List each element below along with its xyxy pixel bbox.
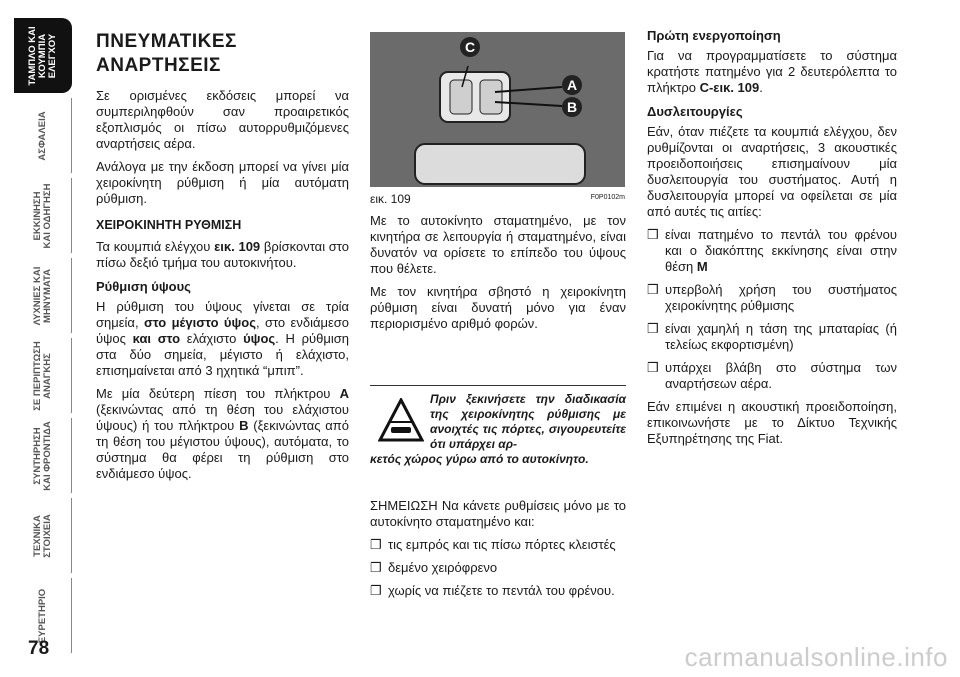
bullet-icon: ❒: [370, 537, 382, 552]
tab-label: ΑΣΦΑΛΕΙΑ: [36, 110, 48, 161]
control-panel-illustration: [370, 32, 625, 187]
button-ab-icon: [480, 80, 502, 114]
text: βρίσκονται στο πίσω δεξιό τμήμα του αυτοκινήτου.: [96, 239, 349, 270]
text: Για να προγραμματίσετε το σύστημα κρατήστε πατημένο για 2 δευτερόλεπτα το πλήκτρο: [647, 48, 897, 95]
intro-paragraph: Σε ορισμένες εκδόσεις μπορεί να συμπεριληφθούν σαν προαιρετικός εξοπλισμός οι πίσω αυτορρυθμιζόμενες αναρτήσεις αέρα.: [96, 88, 349, 151]
list-item: [647, 321, 897, 353]
text: .: [759, 80, 763, 95]
bullet-text: υπάρχει βλάβη στο σύστημα των αναρτήσεων αέρα.: [665, 360, 897, 391]
list-item: [370, 560, 626, 576]
figure-109: [370, 32, 625, 187]
bullet-text: είναι χαμηλή η τάση της μπαταρίας (ή τελείως εκφορτισμένη): [665, 321, 897, 352]
bullet-icon: ❒: [647, 282, 659, 297]
tab-label: ΣΕ ΠΕΡΙΠΤΩΣΗ ΑΝΑΓΚΗΣ: [31, 340, 53, 411]
title-line-2: ΑΝΑΡΤΗΣΕΙΣ: [96, 55, 221, 76]
version-paragraph: Ανάλογα με την έκδοση μπορεί να γίνει μία χειροκίνητη ρύθμιση ή μία αυτόματη ρύθμιση.: [96, 159, 349, 206]
key-b: B: [239, 418, 249, 433]
fig-ref: εικ. 109: [214, 239, 261, 254]
fig-ref: C-εικ. 109: [699, 80, 760, 95]
text: ελάχιστο: [180, 331, 244, 346]
button-c-icon: [450, 80, 472, 114]
key-position: M: [696, 259, 708, 274]
bullet-text: χωρίς να πιέζετε το πεντάλ του φρένου.: [388, 583, 615, 598]
bullet-icon: ❒: [647, 321, 659, 336]
tab-label: ΕΥΡΕΤΗΡΙΟ: [36, 588, 48, 643]
location-paragraph: [96, 239, 349, 271]
height-paragraph: [96, 299, 349, 379]
first-activation-paragraph: [647, 48, 897, 96]
page-title: [96, 30, 349, 78]
list-item: [647, 282, 897, 314]
figure-code: F0P0102m: [590, 194, 625, 201]
engine-off-paragraph: Με τον κινητήρα σβηστό η χειροκίνητη ρύθμιση είναι δυνατή μόνο για έναν περιορισμένο αριθμό φορών.: [370, 284, 626, 331]
warning-triangle-icon: [378, 398, 424, 444]
callout-c-label: C: [464, 39, 476, 55]
triangle-shape: [380, 400, 422, 440]
emph: στο μέγιστο ύψος: [143, 315, 256, 330]
column-2: [370, 213, 626, 339]
bullet-text: είναι πατημένο το πεντάλ του φρένου και ο διακόπτης εκκίνησης είναι στην θέση: [665, 227, 897, 274]
list-item: [647, 360, 897, 392]
text: Τα κουμπιά ελέγχου: [96, 239, 215, 254]
tab-warning-lights[interactable]: [14, 258, 72, 333]
tab-label: ΣΥΝΤΗΡΗΣΗ ΚΑΙ ΦΡΟΝΤΙΔΑ: [31, 420, 53, 491]
tab-dashboard-controls[interactable]: [14, 18, 72, 93]
text: Η ρύθμιση του ύψους γίνεται σε τρία σημεία,: [96, 299, 349, 330]
malfunction-paragraph: Εάν, όταν πιέζετε τα κουμπιά ελέγχου, δεν ρυθμίζονται οι αναρτήσεις, 3 ακουστικές προειδοποιήσεις επισημαίνουν μία δυσλειτουργία του συστήματος. Αυτή η δυσλειτουργία μπορεί να οφείλεται σε μία από αυτές τις αιτίες:: [647, 124, 897, 219]
emph: ύψος: [243, 331, 276, 346]
callout-b-label: B: [566, 99, 578, 115]
text: (ξεκινώντας από τη θέση του ελάχιστου ύψους) ή του πλήκτρου: [96, 402, 349, 433]
contact-paragraph: Εάν επιμένει η ακουστική προειδοποίηση, επικοινωνήστε με το Δίκτυο Τεχνικής Εξυπηρέτησης της Fiat.: [647, 399, 897, 446]
first-activation-heading: Πρώτη ενεργοποίηση: [647, 28, 781, 43]
note-paragraph: ΣΗΜΕΙΩΣΗ Να κάνετε ρυθμίσεις μόνο με το αυτοκίνητο σταματημένο και:: [370, 498, 626, 529]
bullet-icon: ❒: [370, 583, 382, 598]
title-line-1: ΠΝΕΥΜΑΤΙΚΕΣ: [96, 31, 237, 52]
car-shape: [391, 427, 411, 433]
text: . Η ρύθμιση στα δύο σημεία, μέγιστο ή ελάχιστο, επισημαίνεται από 3 ηχητικά “μπιπ”.: [96, 331, 349, 378]
key-a: A: [339, 386, 349, 401]
bullet-icon: ❒: [370, 560, 382, 575]
warning-box: [370, 385, 626, 467]
caption-text: εικ. 109: [370, 192, 411, 206]
column-3: [647, 28, 897, 454]
lower-panel: [415, 144, 585, 184]
malfunctions-heading: Δυσλειτουργίες: [647, 104, 743, 119]
bullet-text: τις εμπρός και τις πίσω πόρτες κλειστές: [388, 537, 616, 552]
tab-emergency[interactable]: [14, 338, 72, 413]
text: Με μία δεύτερη πίεση του πλήκτρου: [96, 386, 340, 401]
warning-text: Πριν ξεκινήσετε την διαδικασία της χειροκίνητης ρύθμισης με ανοιχτές τις πόρτες, σιγουρευτείτε ότι υπάρχει αρ-: [430, 392, 626, 451]
list-item: [370, 583, 626, 599]
text: (ξεκινώντας από τη θέση του μέγιστου ύψους), αυτόματα, το σύστημα θα φέρει τη ρύθμιση στο ενδιάμεσο ύψος.: [96, 418, 349, 481]
column-1: [96, 30, 349, 489]
bullet-icon: ❒: [647, 360, 659, 375]
tab-maintenance[interactable]: [14, 418, 72, 493]
page-number: 78: [28, 638, 50, 659]
emph: και στο: [132, 331, 181, 346]
tab-label: ΕΚΚΙΝΗΣΗ ΚΑΙ ΟΔΗΓΗΣΗ: [31, 183, 53, 248]
manual-heading: ΧΕΙΡΟΚΙΝΗΤΗ ΡΥΘΜΙΣΗ: [96, 218, 242, 232]
tab-starting-driving[interactable]: [14, 178, 72, 253]
text: , στο ενδιάμεσο ύψος: [96, 315, 350, 346]
warning-text-tail: κετός χώρος γύρω από το αυτοκίνητο.: [370, 452, 589, 466]
second-press-paragraph: [96, 386, 349, 482]
figure-caption: [370, 192, 625, 206]
tab-label: ΛΥΧΝΙΕΣ ΚΑΙ ΜΗΝΥΜΑΤΑ: [31, 266, 53, 325]
bullet-text: δεμένο χειρόφρενο: [388, 560, 498, 575]
column-2-note: [370, 498, 626, 606]
tab-label: ΤΕΧΝΙΚΑ ΣΤΟΙΧΕΙΑ: [31, 513, 53, 558]
tab-label: ΤΑΜΠΛΟ ΚΑΙ ΚΟΥΜΠΙΑ ΕΛΕΓΧΟΥ: [27, 25, 58, 86]
height-heading: Ρύθμιση ύψους: [96, 279, 191, 294]
tab-safety[interactable]: [14, 98, 72, 173]
tab-technical-data[interactable]: [14, 498, 72, 573]
vehicle-stopped-paragraph: Με το αυτοκίνητο σταματημένο, με τον κινητήρα σε λειτουργία ή σταματημένο, είναι δυνατόν να ορίσετε το επίπεδο του ύψους που θέλετε.: [370, 213, 626, 276]
bullet-icon: ❒: [647, 227, 659, 242]
bullet-text: υπερβολή χρήση του συστήματος χειροκίνητης ρύθμισης: [665, 282, 897, 313]
list-item: [647, 227, 897, 275]
callout-a-label: A: [566, 77, 578, 93]
list-item: [370, 537, 626, 553]
watermark: carmanualsonline.info: [684, 642, 948, 672]
